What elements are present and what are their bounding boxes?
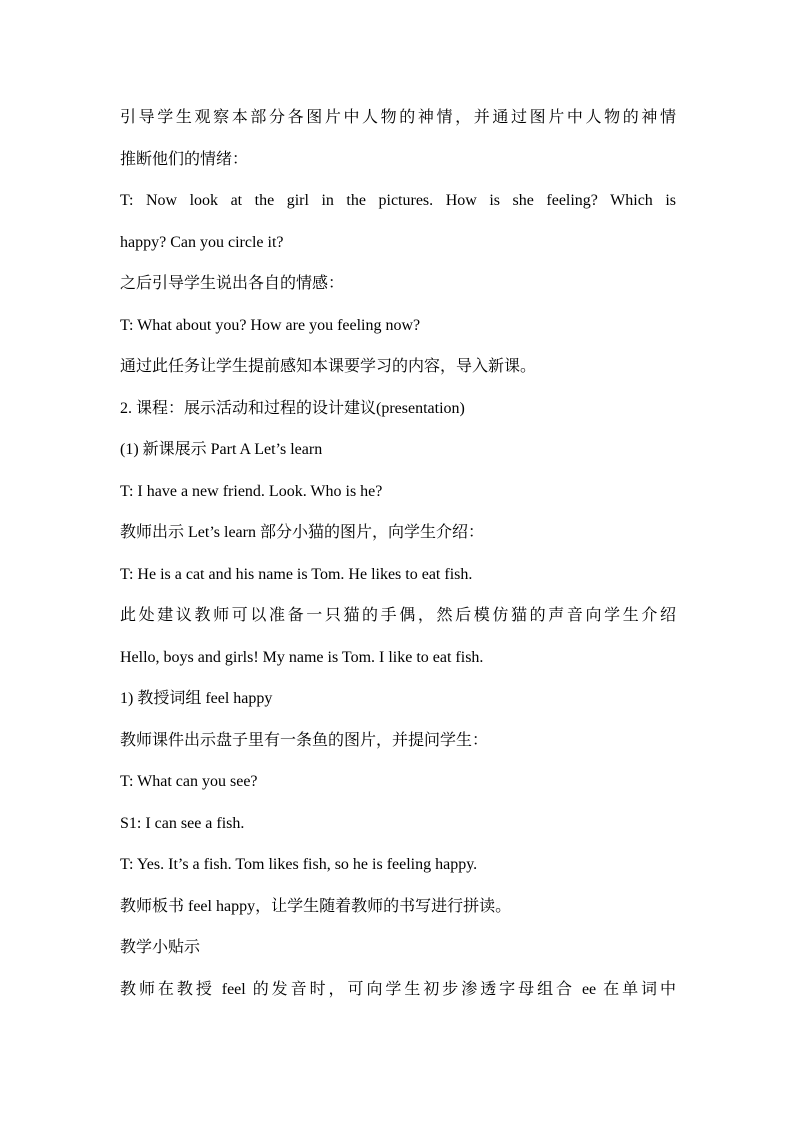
text-line: 教师出示 Let’s learn 部分小猫的图片，向学生介绍： — [120, 524, 484, 541]
tips-heading: 教学小贴示 — [120, 939, 201, 956]
text-line: 之后引导学生说出各自的情感： — [120, 275, 345, 292]
text-line: T: I have a new friend. Look. Who is he? — [120, 483, 383, 500]
text-line: T: He is a cat and his name is Tom. He likes to eat fish. — [120, 566, 473, 583]
text-line: 教师课件出示盘子里有一条鱼的图片，并提问学生： — [120, 732, 489, 749]
text-line: S1: I can see a fish. — [120, 815, 245, 832]
text-line: T: What can you see? — [120, 773, 258, 790]
text-line: T: Yes. It’s a fish. Tom likes fish, so he is feeling happy. — [120, 856, 478, 873]
list-heading: 1) 教授词组 feel happy — [120, 690, 273, 707]
text-line: 推断他们的情绪： — [120, 151, 249, 168]
text-line: happy? Can you circle it? — [120, 234, 284, 251]
text-line: T: What about you? How are you feeling now? — [120, 317, 421, 334]
subsection-heading: (1) 新课展示 Part A Let’s learn — [120, 441, 323, 458]
text-line: T: Now look at the girl in the pictures. How is she feeling? Which is — [120, 192, 676, 209]
text-line: Hello, boys and girls! My name is Tom. I like to eat fish. — [120, 649, 484, 666]
text-line: 教师板书 feel happy，让学生随着教师的书写进行拼读。 — [120, 898, 512, 915]
text-line: 引导学生观察本部分各图片中人物的神情，并通过图片中人物的神情 — [120, 109, 676, 126]
section-heading: 2. 课程：展示活动和过程的设计建议(presentation) — [120, 400, 465, 417]
text-line: 通过此任务让学生提前感知本课要学习的内容，导入新课。 — [120, 358, 537, 375]
text-line: 此处建议教师可以准备一只猫的手偶，然后模仿猫的声音向学生介绍 — [120, 607, 676, 624]
text-line: 教师在教授 feel 的发音时，可向学生初步渗透字母组合 ee 在单词中 — [120, 981, 676, 998]
